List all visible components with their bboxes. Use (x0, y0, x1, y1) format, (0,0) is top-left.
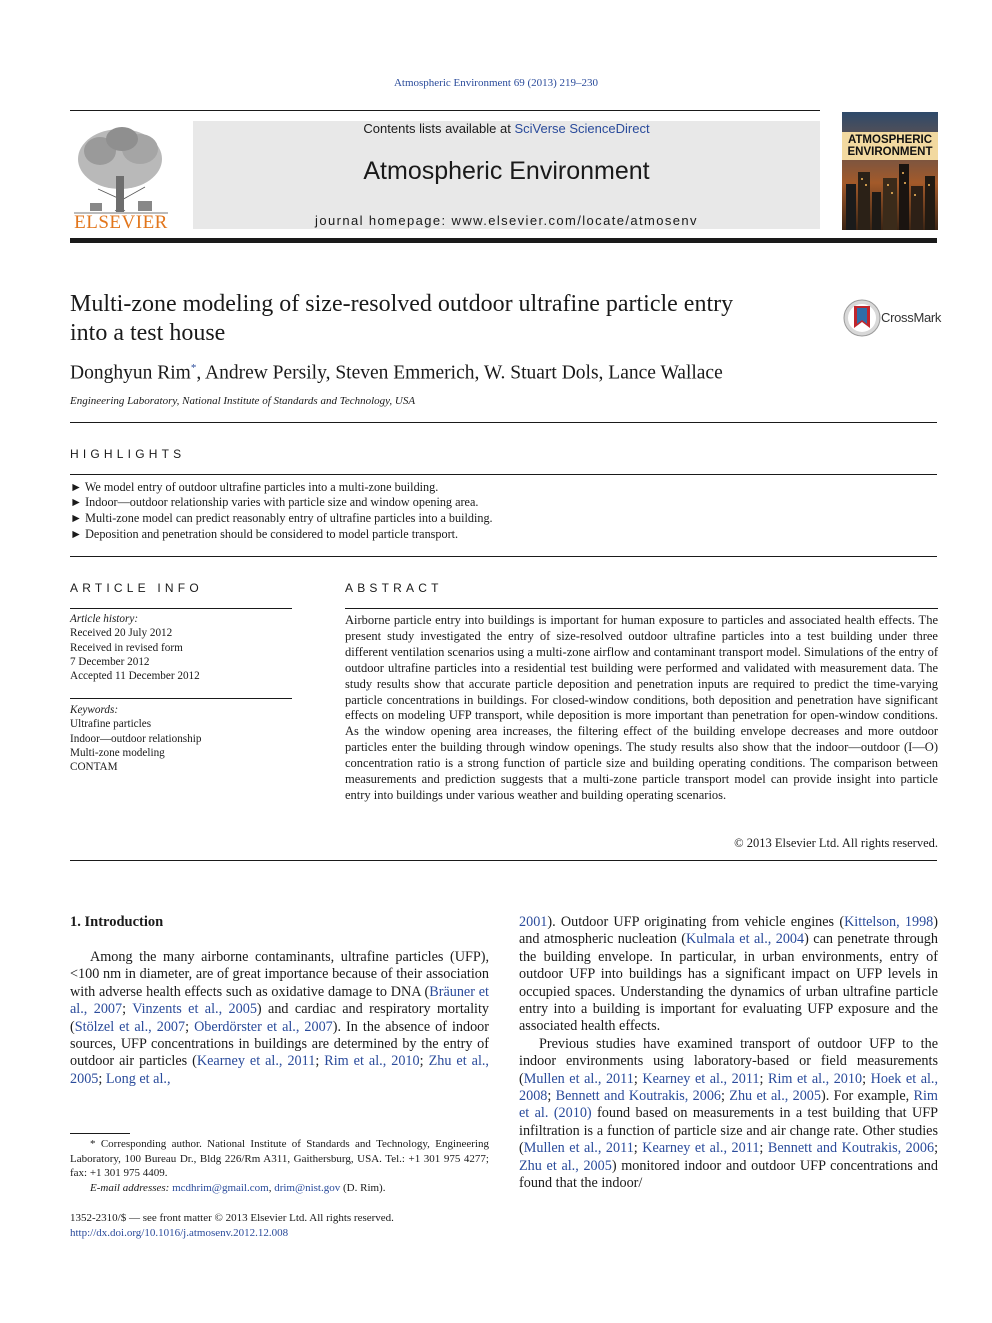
city-skyline-image (842, 112, 938, 230)
article-title-line2: into a test house (70, 320, 226, 346)
highlight-text: Deposition and penetration should be considered to model particle transport. (85, 527, 459, 541)
author-list (70, 362, 723, 385)
article-title-line1: Multi-zone modeling of size-resolved outdoor ultrafine particle entry (70, 291, 734, 317)
corresponding-author-mark[interactable]: * (190, 362, 197, 374)
affiliation: Engineering Laboratory, National Institute of Standards and Technology, USA (70, 395, 416, 407)
citation-link[interactable]: Oberdörster et al., 2007 (194, 1018, 333, 1035)
intro-paragraph (519, 1036, 938, 1193)
citation-link[interactable]: Mullen et al., 2011 (523, 1070, 634, 1087)
citation-link[interactable]: Kearney et al., 2011 (196, 1053, 316, 1070)
body-text: ). In the absence of indoor sources, UFP concentrations in buildings are determined by the entry of outdoor air particles ( (70, 1018, 489, 1070)
separator: ; (934, 1140, 939, 1157)
footnote-rule (70, 1133, 130, 1134)
abstract-text: Airborne particle entry into buildings is important for human exposure to particles and associated health effects. The present study investigated the entry of size-resolved outdoor ultrafine particles into a test building under three different ventilation scenarios using a multi-zone airflow and contaminant transport model. Simulations of the entry of outdoor ultrafine particles into a residential test building were performed and validated with measurement data. The study results show that accurate particle deposition and penetration inputs are required to predict the time-varying particle concentrations in buildings. For closed-window conditions, both deposition and penetration have significant effects on modeling UFP transport, while deposition is more important than penetration for open-window conditions. As the window opening area increases, the filtering effect of the building envelope decreases and more outdoor particles enter the building through window openings. The study results also show that the indoor—outdoor (I—O) concentration ratio is a strong function of particle size and building operating conditions. The comparison between measurements and prediction suggests that a multi-zone particle transport model can provide insight into particle entry into buildings under various weather and building operating scenarios. (345, 613, 938, 802)
citation-link[interactable]: Zhu et al., 2005 (519, 1157, 612, 1174)
crossmark-label[interactable]: CrossMark (881, 310, 942, 325)
bullet-icon: ► (70, 511, 83, 525)
citation-link[interactable]: 2001 (519, 914, 548, 930)
separator: , (268, 1181, 275, 1194)
intro-paragraph (70, 949, 489, 1088)
author-rest: , Andrew Persily, Steven Emmerich, W. Stuart Dols, Lance Wallace (196, 362, 723, 384)
body-text: ) monitored indoor and outdoor UFP concentrations and found that the indoor/ (519, 1157, 938, 1192)
contents-line (193, 121, 820, 136)
highlights-rule (70, 474, 937, 475)
cover-title-line1: ATMOSPHERIC (847, 134, 933, 146)
highlights-bottom-rule (70, 556, 937, 557)
citation-link[interactable]: Kearney et al., 2011 (642, 1140, 760, 1157)
separator: ; (633, 1070, 643, 1087)
crossmark-icon[interactable] (842, 298, 882, 338)
bullet-icon: ► (70, 480, 83, 494)
citation-link[interactable]: Rim et al. (2010) (519, 1088, 938, 1122)
doi-link[interactable]: http://dx.doi.org/10.1016/j.atmosenv.2012.12.008 (70, 1226, 289, 1239)
email-label: E-mail addresses: (90, 1181, 170, 1194)
footnote-text: * Corresponding author. National Institute of Standards and Technology, Engineering Laboratory, 100 Bureau Dr., Bldg 226/Rm A311, Gaithersburg, USA. Tel.: +1 301 975 4277; fax: +1 301 975 4409. (70, 1138, 489, 1179)
separator: ; (98, 1070, 106, 1087)
body-text: found based on measurements in a test building that UFP infiltration is a function of particle size and air change rate. Other studies ( (519, 1105, 939, 1157)
separator: ; (759, 1140, 768, 1157)
journal-cover[interactable] (842, 112, 938, 230)
citation-link[interactable]: Mullen et al., 2011 (523, 1140, 634, 1157)
cover-title-line2: ENVIRONMENT (847, 146, 933, 158)
corresponding-author-footnote (70, 1137, 489, 1195)
citation-link[interactable]: Kulmala et al., 2004 (685, 931, 805, 948)
section-heading-introduction: 1. Introduction (70, 914, 164, 930)
front-matter (70, 1211, 394, 1240)
highlights-top-rule (70, 422, 937, 423)
keyword: Indoor—outdoor relationship (70, 732, 202, 745)
abstract-bottom-rule (70, 860, 937, 861)
journal-name[interactable]: Atmospheric Environment (363, 157, 650, 185)
history-line: Received in revised form (70, 641, 183, 654)
citation-link[interactable]: Kittelson, 1998 (844, 914, 934, 930)
author-lead[interactable]: Donghyun Rim (70, 362, 191, 384)
history-line: Received 20 July 2012 (70, 627, 173, 640)
highlight-item (70, 527, 458, 542)
header-rule (70, 110, 820, 111)
highlight-text: Multi-zone model can predict reasonably entry of ultrafine particles into a building. (85, 511, 493, 525)
keywords-rule (70, 698, 292, 699)
article-title (70, 290, 830, 348)
separator: ; (547, 1088, 556, 1105)
citation-link[interactable]: Bräuner et al., 2007 (70, 983, 489, 1018)
citation-link[interactable]: Long et al., (105, 1070, 171, 1087)
citation-link[interactable]: Rim et al., 2010 (768, 1070, 863, 1087)
highlight-text: We model entry of outdoor ultrafine particles into a multi-zone building. (84, 480, 439, 494)
separator: ; (122, 1001, 133, 1018)
citation-link[interactable]: Zhu et al., 2005 (70, 1053, 489, 1087)
separator: ; (721, 1088, 730, 1105)
bullet-icon: ► (70, 495, 83, 509)
email-link[interactable]: mcdhrim@gmail.com (172, 1181, 269, 1194)
keyword: Ultrafine particles (70, 718, 152, 731)
elsevier-wordmark: ELSEVIER (74, 212, 168, 233)
email-link[interactable]: drim@nist.gov (274, 1181, 341, 1194)
keywords-label: Keywords: (70, 704, 119, 716)
running-head[interactable]: Atmospheric Environment 69 (2013) 219–230 (393, 77, 599, 89)
highlight-item (70, 480, 438, 495)
citation-link[interactable]: Zhu et al., 2005 (729, 1088, 821, 1105)
citation-link[interactable]: Rim et al., 2010 (324, 1053, 420, 1070)
sciencedirect-link[interactable]: SciVerse ScienceDirect (514, 121, 650, 136)
abstract-copyright: © 2013 Elsevier Ltd. All rights reserved. (734, 836, 938, 850)
abstract-rule (345, 608, 938, 609)
highlight-item (70, 511, 493, 526)
body-text: ) and atmospheric nucleation ( (519, 914, 938, 948)
keyword: CONTAM (70, 761, 118, 774)
citation-link[interactable]: Bennett and Koutrakis, 2006 (767, 1140, 935, 1157)
body-text: ). For example, (821, 1088, 914, 1105)
contents-prefix: Contents lists available at (363, 121, 515, 136)
article-info-heading: ARTICLE INFO (70, 581, 203, 595)
separator: ; (759, 1070, 769, 1087)
keyword: Multi-zone modeling (70, 746, 165, 759)
highlight-text: Indoor—outdoor relationship varies with particle size and window opening area. (85, 495, 479, 509)
separator: ; (185, 1018, 195, 1035)
body-text: ) can penetrate through the building envelope. In particular, in urban environments, entry of outdoor UFP into buildings has a significant impact on UFP levels in occupied spaces. Understanding the dynamics of urban ultrafine particle entry into a building is important for evaluating UFP exposure and the associated health effects. (519, 931, 938, 1035)
body-text: Among the many airborne contaminants, ultrafine particles (UFP), <100 nm in diameter, are of great importance because of their association with adverse health effects such as oxidative damage to DNA ( (70, 949, 489, 1000)
intro-left-column (70, 949, 489, 1088)
journal-homepage[interactable]: journal homepage: www.elsevier.com/locate/atmosenv (315, 213, 698, 228)
separator: ; (315, 1053, 325, 1070)
separator: ; (633, 1140, 643, 1157)
body-text: ) and cardiac and respiratory mortality ( (70, 1001, 490, 1035)
header-thick-rule (70, 238, 937, 243)
article-info-rule (70, 608, 292, 609)
body-text: Previous studies have examined transport of outdoor UFP to the indoor environments using laboratory-based or field measurements ( (519, 1035, 938, 1087)
bullet-icon: ► (70, 527, 83, 541)
highlight-item (70, 495, 478, 510)
article-history (70, 612, 200, 683)
keywords-block (70, 703, 201, 774)
separator: ; (419, 1053, 429, 1070)
history-line: Accepted 11 December 2012 (70, 670, 200, 683)
issn-line: 1352-2310/$ — see front matter © 2013 Elsevier Ltd. All rights reserved. (70, 1212, 394, 1224)
abstract-heading: ABSTRACT (345, 581, 443, 595)
intro-right-column (519, 914, 938, 1193)
citation-link[interactable]: Hoek et al., 2008 (519, 1070, 939, 1105)
citation-link[interactable]: Kearney et al., 2011 (642, 1070, 760, 1087)
separator: ; (862, 1070, 871, 1087)
email-suffix: (D. Rim). (340, 1181, 386, 1194)
citation-link[interactable]: Vinzents et al., 2005 (132, 1001, 257, 1018)
highlights-heading: HIGHLIGHTS (70, 447, 186, 461)
cover-title (842, 132, 938, 160)
citation-link[interactable]: Bennett and Koutrakis, 2006 (555, 1088, 722, 1105)
citation-link[interactable]: Stölzel et al., 2007 (74, 1018, 186, 1035)
history-line: 7 December 2012 (70, 655, 150, 668)
footnote-emails (70, 1181, 489, 1196)
history-label: Article history: (70, 613, 139, 625)
body-text: ). Outdoor UFP originating from vehicle engines ( (547, 914, 845, 930)
intro-paragraph (519, 914, 938, 1036)
